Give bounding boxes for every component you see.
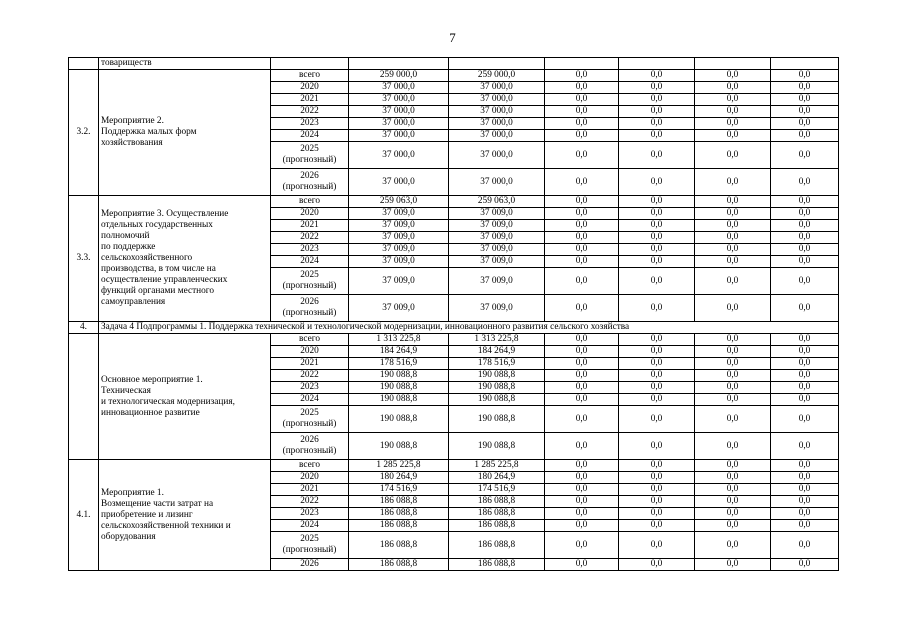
value-cell: 0,0 — [545, 508, 619, 520]
value-cell: 0,0 — [545, 196, 619, 208]
year-cell — [271, 232, 349, 244]
value-cell: 37 000,0 — [449, 130, 545, 142]
value-cell: 0,0 — [771, 295, 839, 322]
value-cell: 0,0 — [545, 295, 619, 322]
value-cell: 190 088,8 — [449, 433, 545, 460]
value-cell: 190 088,8 — [349, 406, 449, 433]
value-cell: 180 264,9 — [449, 472, 545, 484]
year-label: 2024 — [300, 394, 319, 404]
empty-cell — [449, 58, 545, 70]
value-cell: 0,0 — [619, 220, 695, 232]
value-cell: 1 313 225,8 — [349, 334, 449, 346]
value-cell: 186 088,8 — [349, 520, 449, 532]
year-label: всего — [299, 460, 320, 470]
value-cell: 0,0 — [771, 346, 839, 358]
year-label: 2022 — [300, 370, 319, 380]
value-cell: 178 516,9 — [449, 358, 545, 370]
value-cell: 0,0 — [695, 106, 771, 118]
year-cell — [271, 346, 349, 358]
value-cell: 0,0 — [545, 169, 619, 196]
value-cell: 0,0 — [545, 472, 619, 484]
value-cell: 0,0 — [695, 559, 771, 571]
value-cell: 0,0 — [695, 406, 771, 433]
year-cell — [271, 433, 349, 460]
value-cell: 0,0 — [771, 334, 839, 346]
year-label: 2023 — [300, 118, 319, 128]
value-cell: 37 000,0 — [349, 169, 449, 196]
item-number: 3.3. — [69, 196, 99, 322]
value-cell: 0,0 — [771, 559, 839, 571]
value-cell: 0,0 — [771, 460, 839, 472]
value-cell: 0,0 — [695, 70, 771, 82]
value-cell: 0,0 — [771, 484, 839, 496]
value-cell: 37 009,0 — [349, 256, 449, 268]
value-cell: 0,0 — [695, 94, 771, 106]
value-cell: 0,0 — [771, 358, 839, 370]
value-cell: 37 009,0 — [449, 256, 545, 268]
value-cell: 0,0 — [695, 244, 771, 256]
value-cell: 0,0 — [695, 220, 771, 232]
value-cell: 0,0 — [545, 118, 619, 130]
value-cell: 0,0 — [619, 358, 695, 370]
value-cell: 0,0 — [771, 532, 839, 559]
value-cell: 0,0 — [545, 484, 619, 496]
value-cell: 0,0 — [545, 433, 619, 460]
value-cell: 0,0 — [771, 208, 839, 220]
value-cell: 0,0 — [545, 208, 619, 220]
value-cell: 37 009,0 — [349, 220, 449, 232]
year-cell — [271, 406, 349, 433]
value-cell: 190 088,8 — [449, 382, 545, 394]
value-cell: 0,0 — [771, 70, 839, 82]
value-cell: 37 009,0 — [349, 208, 449, 220]
table-row — [69, 460, 839, 472]
measure-name-cell — [99, 196, 271, 322]
empty-cell — [545, 58, 619, 70]
value-cell: 0,0 — [771, 196, 839, 208]
value-cell: 259 063,0 — [449, 196, 545, 208]
value-cell: 0,0 — [619, 496, 695, 508]
year-label: 2022 — [300, 232, 319, 242]
year-cell — [271, 382, 349, 394]
value-cell: 0,0 — [619, 130, 695, 142]
year-cell — [271, 484, 349, 496]
measure-name: Мероприятие 2. Поддержка малых форм хозяйствования — [101, 116, 197, 148]
year-cell — [271, 520, 349, 532]
value-cell: 0,0 — [771, 106, 839, 118]
year-cell — [271, 295, 349, 322]
year-cell — [271, 496, 349, 508]
year-cell — [271, 94, 349, 106]
page-number: 7 — [449, 30, 456, 45]
value-cell: 37 000,0 — [349, 142, 449, 169]
value-cell: 0,0 — [695, 358, 771, 370]
value-cell: 190 088,8 — [349, 433, 449, 460]
year-label: 2024 — [300, 256, 319, 266]
value-cell: 37 009,0 — [449, 208, 545, 220]
value-cell: 0,0 — [545, 394, 619, 406]
value-cell: 0,0 — [545, 334, 619, 346]
year-label: 2021 — [300, 484, 319, 494]
year-cell — [271, 106, 349, 118]
value-cell: 37 000,0 — [349, 130, 449, 142]
year-label: 2025 (прогнозный) — [282, 144, 337, 165]
value-cell: 0,0 — [545, 406, 619, 433]
value-cell: 0,0 — [545, 94, 619, 106]
value-cell: 0,0 — [695, 484, 771, 496]
value-cell: 0,0 — [695, 382, 771, 394]
value-cell: 190 088,8 — [449, 394, 545, 406]
value-cell: 0,0 — [545, 268, 619, 295]
value-cell: 186 088,8 — [349, 532, 449, 559]
value-cell: 0,0 — [545, 82, 619, 94]
value-cell: 0,0 — [619, 94, 695, 106]
value-cell: 37 009,0 — [449, 220, 545, 232]
year-cell — [271, 244, 349, 256]
value-cell: 0,0 — [695, 295, 771, 322]
table-row — [69, 196, 839, 208]
year-label: всего — [299, 196, 320, 206]
value-cell: 0,0 — [619, 460, 695, 472]
value-cell: 0,0 — [695, 268, 771, 295]
measure-name: Мероприятие 1. Возмещение части затрат на приобретение и лизинг сельскохозяйственной техники и оборудования — [101, 487, 231, 542]
empty-cell — [271, 58, 349, 70]
value-cell: 0,0 — [619, 382, 695, 394]
table-row — [69, 70, 839, 82]
year-cell — [271, 508, 349, 520]
year-cell — [271, 532, 349, 559]
empty-cell — [771, 58, 839, 70]
value-cell: 0,0 — [695, 208, 771, 220]
value-cell: 0,0 — [695, 130, 771, 142]
year-label: 2025 (прогнозный) — [282, 270, 337, 291]
value-cell: 0,0 — [771, 382, 839, 394]
measure-name-cell — [99, 70, 271, 196]
value-cell: 259 000,0 — [449, 70, 545, 82]
year-label: 2021 — [300, 358, 319, 368]
year-label: 2023 — [300, 382, 319, 392]
year-label: 2020 — [300, 346, 319, 356]
value-cell: 0,0 — [695, 232, 771, 244]
value-cell: 0,0 — [545, 520, 619, 532]
value-cell: 0,0 — [695, 370, 771, 382]
value-cell: 0,0 — [695, 508, 771, 520]
year-label: 2025 (прогнозный) — [282, 534, 337, 555]
year-cell — [271, 256, 349, 268]
value-cell: 37 009,0 — [449, 295, 545, 322]
year-cell — [271, 460, 349, 472]
value-cell: 0,0 — [619, 118, 695, 130]
value-cell: 0,0 — [771, 433, 839, 460]
year-label: 2024 — [300, 130, 319, 140]
value-cell: 190 088,8 — [349, 382, 449, 394]
value-cell: 259 000,0 — [349, 70, 449, 82]
measure-name: Основное мероприятие 1. Техническая и технологическая модернизация, инновационное развитие — [101, 374, 235, 418]
year-cell — [271, 268, 349, 295]
empty-cell — [349, 58, 449, 70]
value-cell: 0,0 — [695, 433, 771, 460]
value-cell: 0,0 — [695, 118, 771, 130]
value-cell: 0,0 — [545, 496, 619, 508]
year-label: всего — [299, 70, 320, 80]
value-cell: 184 264,9 — [449, 346, 545, 358]
value-cell: 37 009,0 — [349, 268, 449, 295]
value-cell: 37 000,0 — [349, 82, 449, 94]
value-cell: 0,0 — [695, 496, 771, 508]
value-cell: 178 516,9 — [349, 358, 449, 370]
value-cell: 0,0 — [619, 268, 695, 295]
value-cell: 0,0 — [619, 232, 695, 244]
year-label: 2023 — [300, 244, 319, 254]
value-cell: 0,0 — [545, 232, 619, 244]
value-cell: 0,0 — [545, 358, 619, 370]
value-cell: 0,0 — [695, 142, 771, 169]
year-cell — [271, 220, 349, 232]
year-label: 2020 — [300, 472, 319, 482]
value-cell: 190 088,8 — [349, 370, 449, 382]
value-cell: 0,0 — [619, 370, 695, 382]
value-cell: 0,0 — [619, 520, 695, 532]
task-row — [69, 322, 839, 334]
value-cell: 0,0 — [771, 268, 839, 295]
year-label: 2026 — [300, 559, 319, 569]
year-label: 2021 — [300, 94, 319, 104]
value-cell: 0,0 — [695, 82, 771, 94]
value-cell: 37 000,0 — [449, 106, 545, 118]
year-label: всего — [299, 334, 320, 344]
year-label: 2024 — [300, 520, 319, 530]
table-row — [69, 334, 839, 346]
value-cell: 0,0 — [771, 394, 839, 406]
year-cell — [271, 334, 349, 346]
year-label: 2022 — [300, 106, 319, 116]
item-number — [69, 334, 99, 460]
value-cell: 0,0 — [619, 82, 695, 94]
value-cell: 0,0 — [619, 70, 695, 82]
value-cell: 0,0 — [695, 334, 771, 346]
year-label: 2021 — [300, 220, 319, 230]
value-cell: 37 000,0 — [349, 118, 449, 130]
year-label: 2026 (прогнозный) — [282, 171, 337, 192]
value-cell: 180 264,9 — [349, 472, 449, 484]
value-cell: 186 088,8 — [449, 508, 545, 520]
value-cell: 0,0 — [771, 142, 839, 169]
value-cell: 37 000,0 — [449, 118, 545, 130]
value-cell: 0,0 — [771, 82, 839, 94]
value-cell: 186 088,8 — [349, 508, 449, 520]
value-cell: 0,0 — [771, 370, 839, 382]
value-cell: 0,0 — [545, 559, 619, 571]
year-label: 2026 (прогнозный) — [282, 435, 337, 456]
measure-name-cell — [99, 334, 271, 460]
value-cell: 190 088,8 — [449, 370, 545, 382]
value-cell: 186 088,8 — [449, 520, 545, 532]
year-cell — [271, 370, 349, 382]
value-cell: 0,0 — [619, 256, 695, 268]
year-cell — [271, 70, 349, 82]
year-cell — [271, 130, 349, 142]
value-cell: 0,0 — [619, 244, 695, 256]
value-cell: 0,0 — [771, 118, 839, 130]
value-cell: 0,0 — [771, 472, 839, 484]
value-cell: 190 088,8 — [449, 406, 545, 433]
value-cell: 186 088,8 — [449, 496, 545, 508]
value-cell: 0,0 — [695, 532, 771, 559]
value-cell: 0,0 — [545, 346, 619, 358]
value-cell: 37 000,0 — [449, 94, 545, 106]
value-cell: 0,0 — [771, 220, 839, 232]
value-cell: 0,0 — [695, 169, 771, 196]
value-cell: 0,0 — [695, 196, 771, 208]
value-cell: 0,0 — [771, 256, 839, 268]
value-cell: 0,0 — [545, 370, 619, 382]
value-cell: 0,0 — [771, 520, 839, 532]
value-cell: 0,0 — [619, 169, 695, 196]
empty-cell — [695, 58, 771, 70]
year-cell — [271, 208, 349, 220]
table-row — [69, 58, 839, 70]
value-cell: 0,0 — [619, 508, 695, 520]
value-cell: 37 009,0 — [449, 268, 545, 295]
value-cell: 186 088,8 — [349, 496, 449, 508]
year-cell — [271, 358, 349, 370]
value-cell: 0,0 — [695, 346, 771, 358]
value-cell: 1 313 225,8 — [449, 334, 545, 346]
year-label: 2026 (прогнозный) — [282, 297, 337, 318]
value-cell: 0,0 — [619, 106, 695, 118]
value-cell: 0,0 — [695, 394, 771, 406]
value-cell: 37 009,0 — [349, 232, 449, 244]
value-cell: 190 088,8 — [349, 394, 449, 406]
year-cell — [271, 169, 349, 196]
task-title: Задача 4 Подпрограммы 1. Поддержка технической и технологической модернизации, инновационного развития сельского хозяйства — [99, 322, 839, 334]
value-cell: 0,0 — [545, 130, 619, 142]
year-cell — [271, 142, 349, 169]
value-cell: 1 285 225,8 — [349, 460, 449, 472]
value-cell: 0,0 — [619, 532, 695, 559]
budget-table — [68, 57, 839, 571]
value-cell: 37 000,0 — [449, 82, 545, 94]
value-cell: 0,0 — [619, 484, 695, 496]
year-cell — [271, 394, 349, 406]
value-cell: 259 063,0 — [349, 196, 449, 208]
value-cell: 184 264,9 — [349, 346, 449, 358]
value-cell: 0,0 — [771, 232, 839, 244]
value-cell: 0,0 — [545, 70, 619, 82]
value-cell: 0,0 — [771, 496, 839, 508]
value-cell: 0,0 — [545, 106, 619, 118]
value-cell: 0,0 — [619, 208, 695, 220]
item-number: 3.2. — [69, 70, 99, 196]
year-cell — [271, 472, 349, 484]
value-cell: 0,0 — [619, 559, 695, 571]
value-cell: 174 516,9 — [449, 484, 545, 496]
value-cell: 186 088,8 — [349, 559, 449, 571]
value-cell: 0,0 — [545, 244, 619, 256]
value-cell: 0,0 — [771, 130, 839, 142]
value-cell: 0,0 — [619, 295, 695, 322]
value-cell: 186 088,8 — [449, 532, 545, 559]
num-cell — [69, 58, 99, 70]
value-cell: 0,0 — [619, 394, 695, 406]
name-cell: товариществ — [99, 58, 271, 70]
value-cell: 0,0 — [771, 169, 839, 196]
value-cell: 0,0 — [619, 196, 695, 208]
value-cell: 0,0 — [771, 508, 839, 520]
measure-name-cell — [99, 460, 271, 571]
value-cell: 37 000,0 — [449, 142, 545, 169]
value-cell: 0,0 — [545, 142, 619, 169]
value-cell: 0,0 — [545, 382, 619, 394]
value-cell: 37 000,0 — [349, 94, 449, 106]
value-cell: 174 516,9 — [349, 484, 449, 496]
value-cell: 186 088,8 — [449, 559, 545, 571]
value-cell: 37 009,0 — [449, 232, 545, 244]
value-cell: 0,0 — [619, 472, 695, 484]
value-cell: 0,0 — [695, 472, 771, 484]
value-cell: 0,0 — [619, 142, 695, 169]
value-cell: 0,0 — [619, 346, 695, 358]
value-cell: 1 285 225,8 — [449, 460, 545, 472]
year-label: 2020 — [300, 208, 319, 218]
value-cell: 0,0 — [545, 460, 619, 472]
measure-name: Мероприятие 3. Осуществление отдельных государственных полномочий по поддержке сельскохозяйственного производства, в том числе на осуществление управленческих функций органами местного самоуправления — [101, 209, 229, 307]
value-cell: 0,0 — [771, 406, 839, 433]
value-cell: 0,0 — [545, 220, 619, 232]
empty-cell — [619, 58, 695, 70]
value-cell: 0,0 — [619, 406, 695, 433]
year-cell — [271, 559, 349, 571]
year-cell — [271, 118, 349, 130]
year-label: 2022 — [300, 496, 319, 506]
value-cell: 37 000,0 — [449, 169, 545, 196]
year-cell — [271, 196, 349, 208]
year-label: 2020 — [300, 82, 319, 92]
table-body — [69, 58, 839, 571]
year-cell — [271, 82, 349, 94]
value-cell: 0,0 — [619, 334, 695, 346]
value-cell: 0,0 — [695, 256, 771, 268]
year-label: 2023 — [300, 508, 319, 518]
task-number: 4. — [69, 322, 99, 334]
value-cell: 0,0 — [771, 244, 839, 256]
value-cell: 0,0 — [545, 532, 619, 559]
value-cell: 37 009,0 — [349, 244, 449, 256]
value-cell: 0,0 — [545, 256, 619, 268]
value-cell: 0,0 — [695, 460, 771, 472]
value-cell: 37 009,0 — [349, 295, 449, 322]
item-number: 4.1. — [69, 460, 99, 571]
value-cell: 0,0 — [619, 433, 695, 460]
value-cell: 0,0 — [695, 520, 771, 532]
value-cell: 37 000,0 — [349, 106, 449, 118]
value-cell: 0,0 — [771, 94, 839, 106]
year-label: 2025 (прогнозный) — [282, 408, 337, 429]
value-cell: 37 009,0 — [449, 244, 545, 256]
